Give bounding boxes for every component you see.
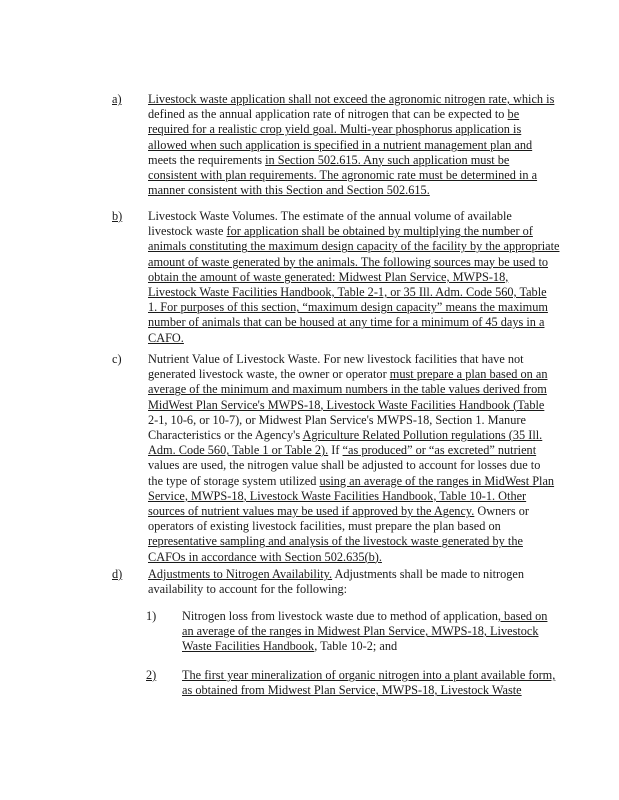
text-run: meets the requirements [148, 152, 266, 167]
item-marker: a) [112, 92, 122, 106]
text-line [182, 639, 546, 654]
subparagraph-text [182, 609, 546, 655]
text-run: Service, MWPS-18, Livestock Waste Facilities Handbook, Table 10-1. Other [148, 488, 527, 503]
text-run: Livestock waste application shall not exceed the agronomic nitrogen rate, which is [148, 92, 555, 106]
text-line [148, 224, 552, 239]
text-run: CAFO. [148, 330, 184, 345]
text-line [148, 168, 552, 183]
text-line [148, 331, 552, 346]
text-run: minimum of 45 days in a [421, 315, 545, 330]
text-line [148, 300, 552, 315]
subparagraph-2 [146, 668, 556, 698]
text-line [182, 683, 546, 698]
text-run: Characteristics or the Agency's [148, 428, 303, 443]
text-line [148, 209, 552, 224]
text-line [148, 315, 552, 330]
text-run: for application shall be obtained by multiplying the number of [226, 224, 533, 239]
item-marker: d) [112, 567, 123, 581]
text-run: Adjustments shall be made to nitrogen [332, 567, 525, 581]
subparagraph-1 [146, 609, 546, 655]
text-line [148, 550, 552, 565]
text-run: Owners or [474, 504, 529, 519]
text-run: If [328, 443, 343, 458]
text-run: , Table 10-2; and [314, 639, 398, 654]
text-line [148, 107, 552, 122]
text-run: Livestock Waste Volumes. The estimate of the annual volume of available [148, 209, 512, 223]
text-line [148, 413, 552, 428]
text-run: , based on [497, 609, 548, 623]
text-run: 1. For purposes of this section, “maximum design capacity” means the maximum [148, 300, 548, 315]
text-line [182, 668, 556, 683]
text-line [148, 183, 552, 198]
text-run: number of animals that can be housed [148, 315, 338, 330]
text-line [148, 534, 552, 549]
text-run: animals constituting the maximum design capacity of the facility by the appropriate [148, 239, 560, 254]
text-run: 2-1, 10-6, or 10-7), or Midwest Plan Service's MWPS-18, Section 1. Manure [148, 412, 526, 427]
paragraph-d [112, 567, 552, 597]
text-run: obtain the amount of waste generated: Midwest Plan Service, MWPS-18, [148, 269, 509, 284]
subitem-marker: 2) [146, 668, 157, 682]
text-run: manner consistent with this Section and Section 502.615. [148, 183, 430, 198]
text-line [148, 504, 552, 519]
item-marker: b) [112, 209, 123, 223]
text-run: Adjustments to Nitrogen Availability. [148, 567, 333, 581]
text-line [148, 428, 552, 443]
text-line [148, 138, 552, 153]
text-line [148, 458, 552, 473]
text-run: average of the minimum and maximum numbers in the table values derived from [148, 382, 547, 397]
paragraph-text [148, 92, 555, 198]
text-line [148, 519, 552, 534]
text-line [148, 270, 552, 285]
text-run: using an average of the ranges in MidWest Plan [319, 473, 555, 488]
paragraph-text [148, 352, 555, 565]
paragraph-c [112, 352, 555, 565]
text-line [148, 92, 555, 107]
text-run: livestock waste [148, 224, 227, 239]
text-line [148, 582, 552, 597]
text-line [148, 367, 552, 382]
text-run: the type of storage system utilized [148, 473, 320, 488]
text-run: required for a realistic crop yield goal. Multi-year phosphorus application is [148, 122, 522, 137]
text-run: amount of waste generated by the animals. The following sources may be used [148, 254, 539, 269]
text-line [148, 443, 552, 458]
text-run: availability to account for the following: [148, 582, 348, 597]
text-run: representative sampling and analysis of the livestock waste generated by the [148, 534, 523, 549]
text-run: allowed when such application is specified in a nutrient management plan and [148, 137, 533, 152]
paragraph-a [112, 92, 555, 198]
text-line [182, 609, 546, 624]
text-line [148, 239, 560, 254]
text-run: Nitrogen loss from livestock waste due to method of application [182, 609, 498, 623]
text-line [148, 489, 552, 504]
text-run: values are used, the nitrogen value shall be adjusted to account for losses due to [148, 458, 541, 473]
text-run: be [507, 107, 520, 122]
item-marker: c) [112, 352, 122, 366]
text-line [148, 398, 552, 413]
text-run: in Section 502.615. Any such application must be [265, 152, 510, 167]
text-run: must prepare a plan based on an [389, 367, 548, 382]
text-line [148, 567, 552, 582]
subparagraph-text [182, 668, 556, 698]
text-line [148, 255, 552, 270]
text-run: Waste Facilities Handbook [182, 639, 315, 654]
text-run: The first year mineralization of organic nitrogen into a plant available form, [182, 668, 556, 682]
text-run: Agriculture Related Pollution regulations (35 Ill. [302, 428, 543, 443]
text-run: operators of existing livestock facilities, must prepare the plan based on [148, 519, 501, 534]
text-run: “as produced” or “as excreted” nutrient [342, 443, 537, 458]
text-line [148, 153, 552, 168]
text-line [148, 382, 552, 397]
text-run: Livestock Waste Facilities Handbook, Table 2-1, or 35 Ill. Adm. Code 560, Table [148, 285, 547, 300]
text-line [182, 624, 546, 639]
text-run: an average of the ranges in Midwest Plan Service, MWPS-18, Livestock [182, 624, 539, 639]
text-run: generated livestock waste, the owner or operator [148, 367, 390, 382]
text-line [148, 352, 552, 367]
text-run: CAFOs in accordance with Section 502.635(b). [148, 549, 382, 564]
text-line [148, 122, 552, 137]
text-run: Nutrient Value of Livestock Waste. For new livestock facilities that have not [148, 352, 524, 366]
text-run: to [538, 254, 549, 269]
text-run: at any time for a [337, 315, 422, 330]
subitem-marker: 1) [146, 609, 157, 623]
text-line [148, 285, 552, 300]
paragraph-b [112, 209, 560, 346]
text-run: Adm. Code 560, Table 1 or Table 2). [148, 443, 329, 458]
text-run: consistent with plan requirements. The agronomic rate must be determined in a [148, 168, 538, 183]
text-run: MidWest Plan Service's MWPS-18, Livestock Waste Facilities Handbook (Table [148, 397, 545, 412]
text-line [148, 473, 555, 489]
text-run: defined as the annual application rate of nitrogen that can be expected to [148, 107, 508, 122]
text-run: as obtained from Midwest Plan Service, MWPS-18, Livestock Waste [182, 683, 522, 698]
text-run: sources of nutrient values may be used if approved by the Agency. [148, 504, 475, 519]
paragraph-text [148, 567, 552, 597]
paragraph-text [148, 209, 560, 346]
